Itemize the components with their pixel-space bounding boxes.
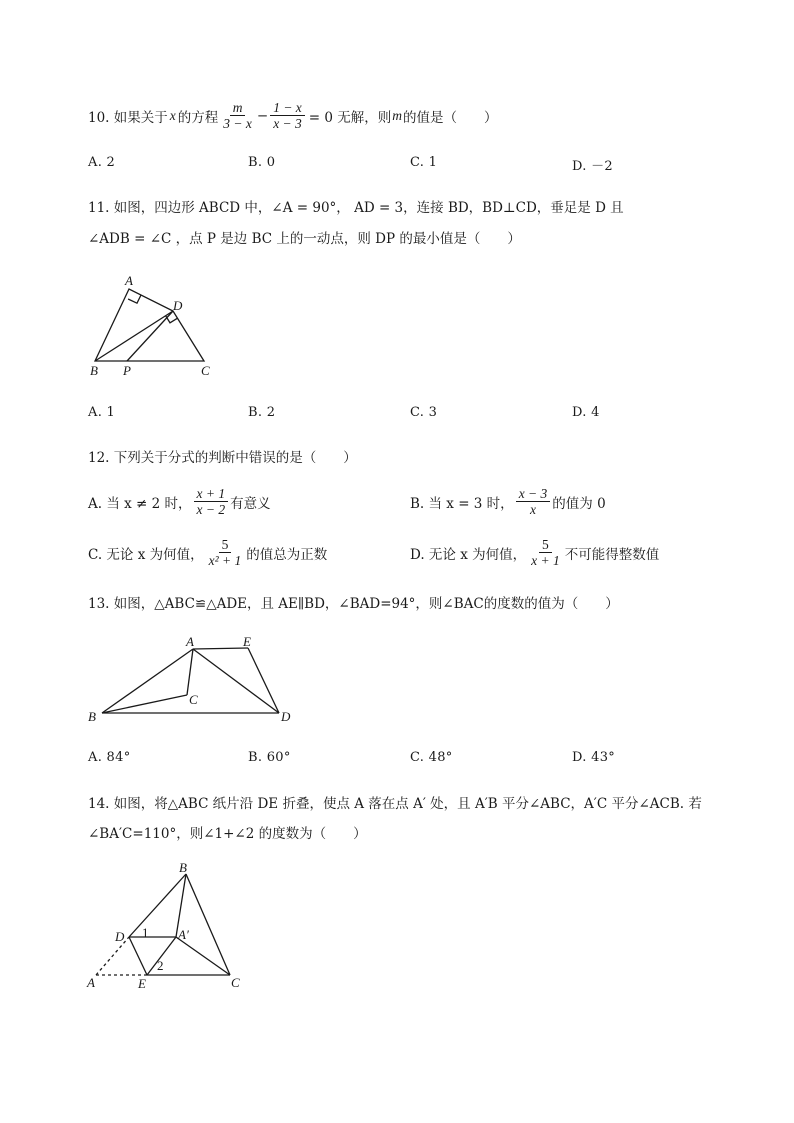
- q13-label-a: A: [186, 634, 194, 649]
- q10-prefix: 10. 如果关于: [88, 110, 168, 126]
- q11-option-a: A. 1: [88, 405, 116, 420]
- q12-a-fraction: $\frac{x + 1}{x - 2}$: [194, 486, 229, 518]
- q10-option-c: C. 1: [410, 155, 438, 170]
- q11-label-a: A: [125, 273, 133, 288]
- q11-option-d: D. 4: [572, 405, 600, 420]
- q11-right-angle-a: [128, 295, 141, 303]
- q13-label-c: C: [189, 692, 198, 707]
- q11-option-c: C. 3: [410, 405, 438, 420]
- q13-figure: [80, 630, 310, 730]
- q10-option-b: B. 0: [248, 155, 276, 170]
- q14-crease-de: [129, 937, 147, 975]
- q10-m: m: [392, 108, 403, 123]
- q11-line-2: ∠ADB = ∠C ，点 P 是边 BC 上的一动点，则 DP 的最小值是（ ）: [88, 231, 521, 247]
- q14-line-2: ∠BA′C=110°，则∠1+∠2 的度数为（ ）: [88, 826, 367, 842]
- q12-option-d: D. 无论 x 为何值， $\frac{5}{x + 1}$ 不可能得整数值: [410, 537, 660, 568]
- q13-label-d: D: [281, 709, 291, 724]
- q13-option-a: A. 84°: [88, 750, 131, 765]
- q10-minus: −: [256, 108, 269, 124]
- q13-side-ed: [248, 648, 279, 713]
- q10-option-d: D. －2: [572, 159, 613, 174]
- q13-option-c: C. 48°: [410, 750, 453, 765]
- q11-label-p: P: [123, 363, 131, 378]
- q11-option-b: B. 2: [248, 405, 276, 420]
- q13-side-ad: [193, 649, 279, 713]
- q14-label-c: C: [231, 975, 240, 990]
- q10-eq: = 0 无解，则: [308, 110, 392, 126]
- q11-label-c: C: [201, 363, 210, 378]
- q12-c-fraction: $\frac{5}{\text{x² + 1}}$: [208, 537, 242, 568]
- q12-b-fraction: $\frac{x - 3}{x}$: [516, 486, 551, 518]
- q13-option-b: B. 60°: [248, 750, 291, 765]
- q11-line-1: 11. 如图，四边形 ABCD 中，∠A = 90°， AD = 3，连接 BD，BD⊥CD，垂足是 D 且: [88, 200, 624, 216]
- q10-option-a: A. 2: [88, 155, 116, 170]
- q14-label-b: B: [179, 860, 187, 875]
- q12-title: 12. 下列关于分式的判断中错误的是（ ）: [88, 450, 357, 466]
- q10-var: x: [169, 108, 176, 123]
- q11-label-b: B: [90, 363, 98, 378]
- q14-label-e: E: [138, 976, 146, 991]
- q10-mid: 的方程: [177, 110, 219, 126]
- q13-label-b: B: [88, 709, 96, 724]
- q14-label-d: D: [115, 929, 125, 944]
- q12-option-a: A. 当 x ≠ 2 时， $\frac{x + 1}{x - 2}$ 有意义: [88, 486, 271, 517]
- q14-label-a-prime: A′: [178, 927, 189, 942]
- q13-side-ae: [193, 648, 248, 649]
- q12-option-c: C. 无论 x 为何值， $\frac{5}{\text{x² + 1}}$ 的值总为正数: [88, 537, 328, 568]
- q14-label-a: A: [87, 975, 95, 990]
- q14-label-1: 1: [142, 925, 149, 940]
- q14-label-2: 2: [157, 958, 164, 973]
- q11-figure: [80, 268, 230, 383]
- q12-option-b: B. 当 x = 3 时， $\frac{x - 3}{x}$ 的值为 0: [410, 486, 606, 517]
- q13-title: 13. 如图，△ABC≌△ADE，且 AE∥BD，∠BAD=94°，则∠BAC的度数的值为（ ）: [88, 596, 619, 612]
- q14-line-1: 14. 如图，将△ABC 纸片沿 DE 折叠，使点 A 落在点 A′ 处，且 A′B 平分∠ABC，A′C 平分∠ACB. 若: [88, 796, 702, 812]
- q11-label-d: D: [173, 298, 183, 313]
- q10-fraction-1: $\frac{m}{3 - x}$: [223, 100, 252, 131]
- q10-suffix: 的值是（ ）: [403, 110, 498, 126]
- q12-d-fraction: $\frac{5}{x + 1}$: [531, 537, 560, 568]
- q13-side-ac: [187, 649, 193, 695]
- q14-figure: [80, 860, 255, 995]
- q13-label-e: E: [243, 634, 251, 649]
- q10-stem: [88, 98, 498, 134]
- q10-fraction-2: $\frac{1 - x}{x - 3}$: [270, 100, 305, 132]
- q13-option-d: D. 43°: [572, 750, 616, 765]
